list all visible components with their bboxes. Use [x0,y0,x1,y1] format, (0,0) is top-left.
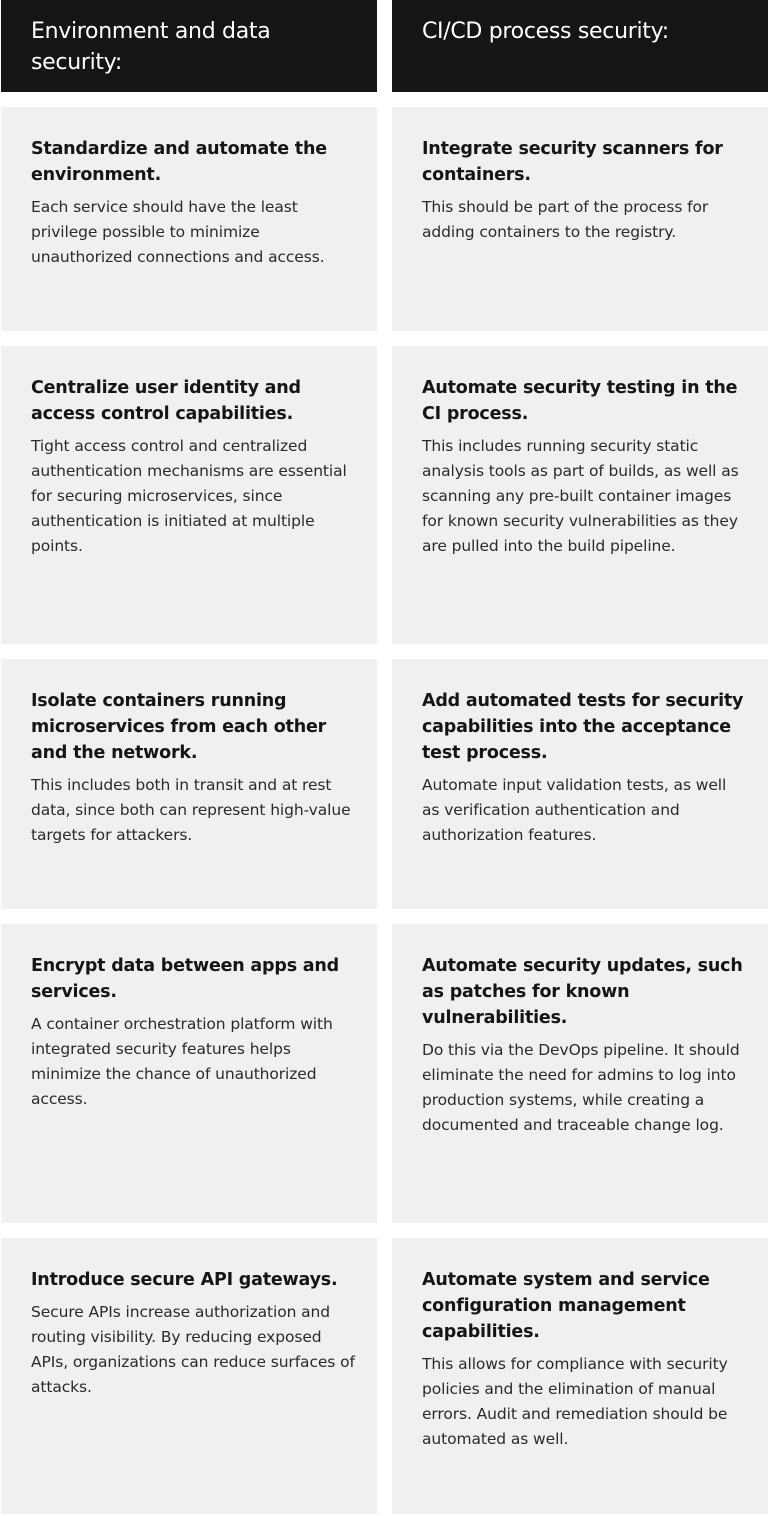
card-title: Centralize user identity and access control capabilities. [31,378,301,424]
card-title: Standardize and automate the environment. [31,139,327,185]
card-title: Encrypt data between apps and services. [31,956,339,1002]
card-body: This should be part of the process for adding containers to the registry. [422,198,709,241]
card-body: Do this via the DevOps pipeline. It should eliminate the need for admins to log into production systems, while creating a documented and traceable change log. [422,1041,740,1134]
header-environment-data-security: Environment and data security: [1,0,377,92]
card-body: This allows for compliance with security policies and the elimination of manual errors. Audit and remediation should be automated as well. [422,1355,728,1448]
card-body: Tight access control and centralized authentication mechanisms are essential for securing microservices, since authentication is initiated at multiple points. [31,437,347,555]
card-title: Introduce secure API gateways. [31,1270,338,1290]
card-title: Automate system and service configuration management capabilities. [422,1270,710,1342]
card-encrypt-data [1,924,377,1223]
card-acceptance-tests [392,659,768,909]
card-security-updates [392,924,768,1223]
header-cicd-process-security: CI/CD process security: [392,0,768,92]
card-configuration-management [392,1238,768,1514]
card-title: Add automated tests for security capabilities into the acceptance test process. [422,691,744,763]
card-body: This includes both in transit and at rest data, since both can represent high-value targets for attackers. [31,776,351,844]
card-title: Isolate containers running microservices from each other and the network. [31,691,327,763]
card-body: This includes running security static analysis tools as part of builds, as well as scanning any pre-built container images for known security vulnerabilities as they are pulled into the build pipeline. [422,437,739,555]
card-automate-ci-testing [392,346,768,644]
card-body: Automate input validation tests, as well as verification authentication and authorization features. [422,776,727,844]
card-body: Each service should have the least privilege possible to minimize unauthorized connections and access. [31,198,325,266]
card-centralize-identity [1,346,377,644]
card-title: Integrate security scanners for containers. [422,139,723,185]
card-standardize-environment [1,107,377,331]
card-body: Secure APIs increase authorization and routing visibility. By reducing exposed APIs, organizations can reduce surfaces of attacks. [31,1303,355,1396]
card-title: Automate security testing in the CI process. [422,378,738,424]
card-body: A container orchestration platform with integrated security features helps minimize the chance of unauthorized access. [31,1015,333,1108]
card-integrate-scanners [392,107,768,331]
card-isolate-containers [1,659,377,909]
card-api-gateways [1,1238,377,1514]
card-title: Automate security updates, such as patches for known vulnerabilities. [422,956,743,1028]
